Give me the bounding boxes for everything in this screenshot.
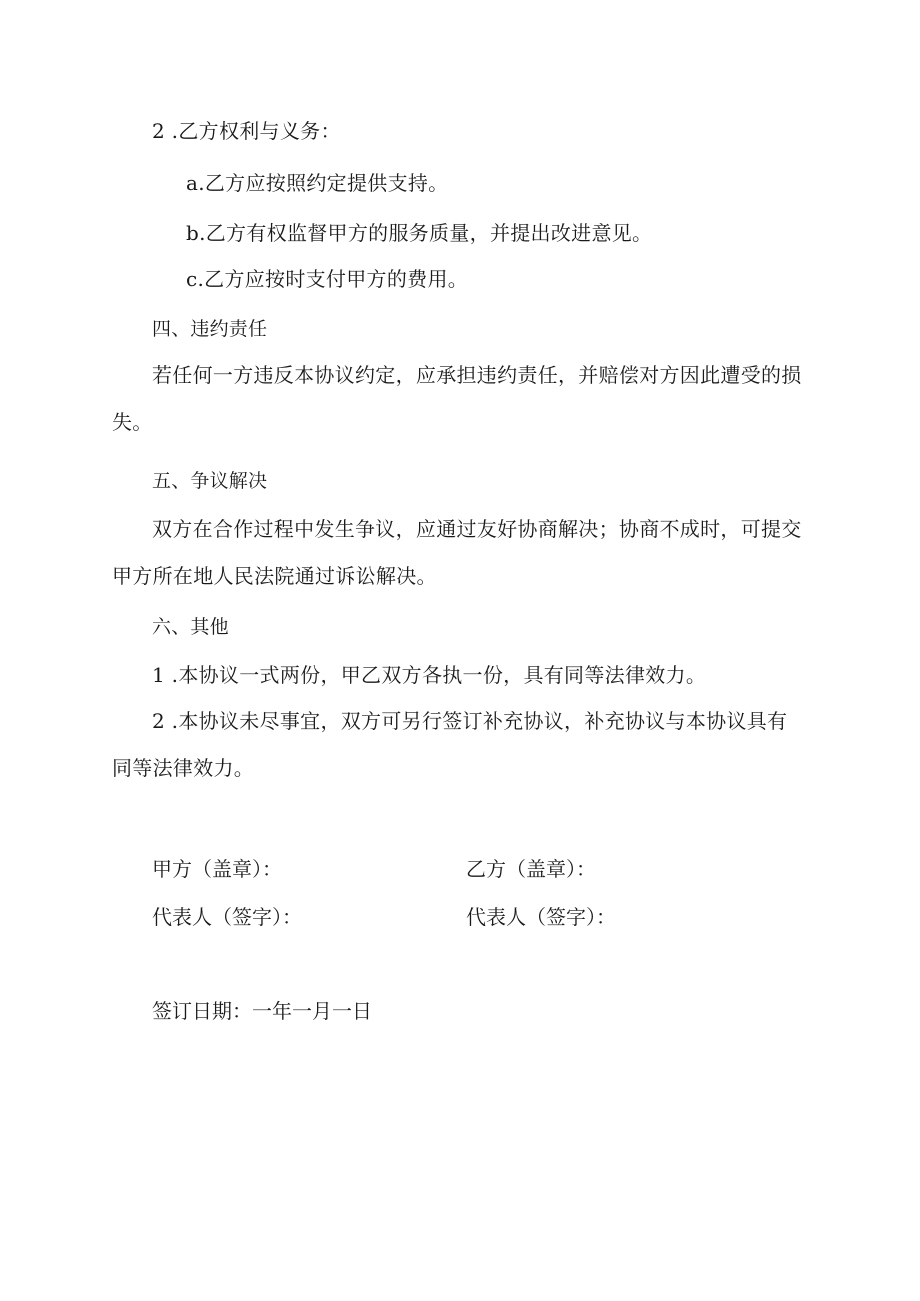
party-b-item-b: b.乙方有权监督甲方的服务质量，并提出改进意见。 — [186, 221, 653, 245]
party-b-item-c: c.乙方应按时支付甲方的费用。 — [186, 267, 469, 291]
party-a-representative-label: 代表人（签字）： — [152, 905, 302, 929]
breach-paragraph: 若任何一方违反本协议约定，应承担违约责任，并赔偿对方因此遭受的损失。 — [112, 363, 802, 434]
other-item-2: 2 .本协议未尽事宜，双方可另行签订补充协议，补充协议与本协议具有同等法律效力。 — [112, 709, 788, 780]
other-item-1: 1 .本协议一式两份，甲乙双方各执一份，具有同等法律效力。 — [152, 663, 707, 687]
party-b-representative-label: 代表人（签字）： — [466, 905, 616, 929]
party-b-rights-title: 2 .乙方权利与义务： — [152, 119, 341, 143]
party-a-seal-label: 甲方（盖章）： — [152, 857, 282, 881]
signing-date-label: 签订日期：一年一月一日 — [152, 999, 372, 1023]
section-heading-other: 六、其他 — [152, 616, 229, 638]
section-heading-breach: 四、违约责任 — [152, 318, 268, 340]
section-heading-dispute: 五、争议解决 — [152, 470, 268, 492]
party-b-seal-label: 乙方（盖章）： — [466, 857, 596, 881]
dispute-paragraph: 双方在合作过程中发生争议，应通过友好协商解决；协商不成时，可提交甲方所在地人民法院通过诉讼解决。 — [112, 517, 802, 588]
party-b-item-a: a.乙方应按照约定提供支持。 — [186, 171, 449, 195]
